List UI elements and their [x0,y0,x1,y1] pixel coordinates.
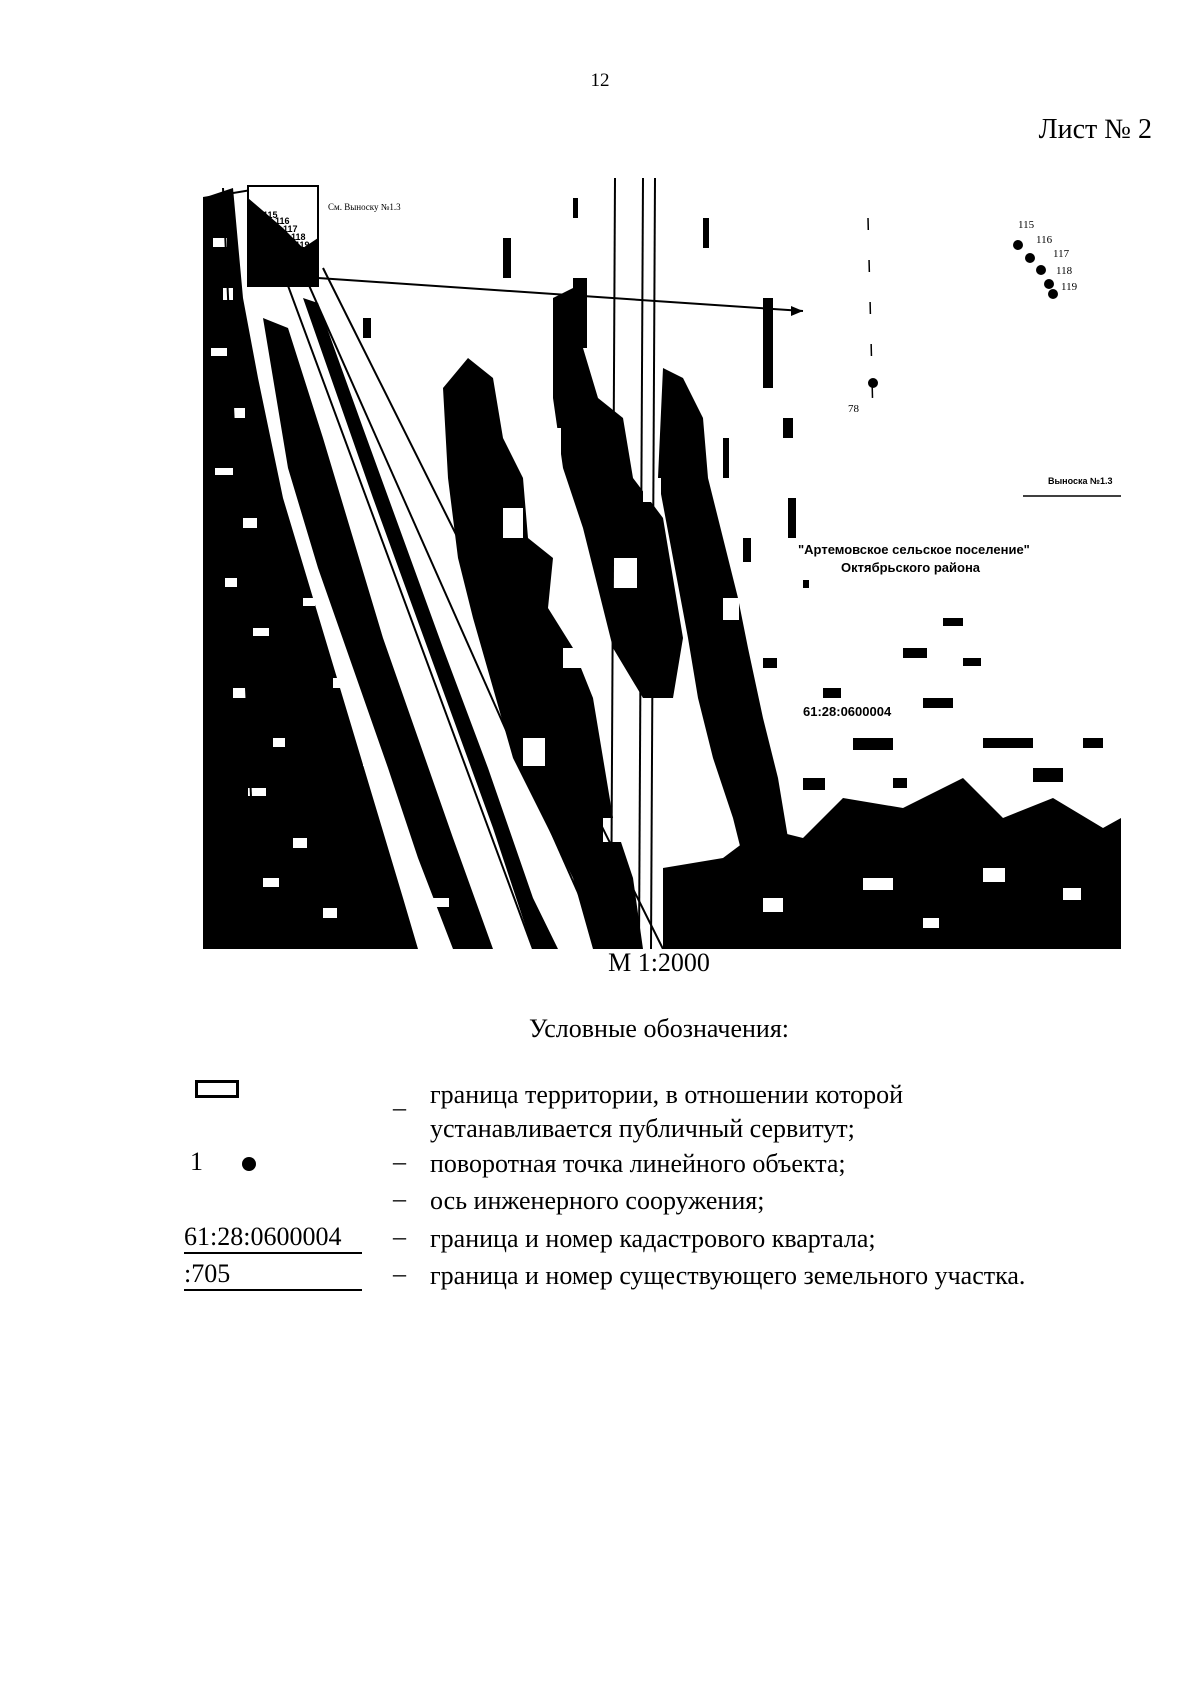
legend-dash: – [393,1184,406,1213]
point-78-label: 78 [848,403,859,415]
legend-text: устанавливается публичный сервитут; [430,1114,855,1143]
point-dot-symbol [242,1157,256,1171]
point-number-symbol: 1 [190,1147,203,1176]
legend-title: Условные обозначения: [528,1014,790,1043]
legend-dash: – [393,1147,406,1176]
legend-dash: – [393,1259,406,1288]
point-label: 119 [1061,281,1078,293]
point-label: 115 [1018,219,1035,231]
legend-dash: – [393,1222,406,1251]
point-label: 116 [275,216,290,226]
legend-dash: _ [393,1084,406,1113]
cadastral-quarter-symbol: 61:28:0600004 [184,1222,362,1254]
land-plot-symbol: :705 [184,1259,362,1291]
arrow-head [791,306,803,316]
point-78-dot [868,378,878,388]
settlement-name-line2: Октябрьского района [841,560,981,575]
point-label: 119 [295,240,310,250]
settlement-name-line1: "Артемовское сельское поселение" [798,542,1030,557]
point-label: 116 [1036,234,1053,246]
map-image [203,178,1121,949]
legend-text: граница и номер существующего земельного участка. [430,1261,1026,1290]
map [203,178,1121,949]
sheet-number: Лист № 2 [1038,114,1152,145]
boundary-rect-symbol [195,1080,239,1098]
point-label: 115 [263,210,278,220]
map-scale: М 1:2000 [608,948,710,977]
point-label: 118 [1056,265,1073,277]
legend-text: поворотная точка линейного объекта; [430,1149,846,1178]
callout-caption: Выноска №1.3 [1048,476,1113,486]
page-number: 12 [590,70,610,91]
point-label: 117 [1053,248,1070,260]
legend-text: ось инженерного сооружения; [430,1186,765,1215]
legend-text: граница и номер кадастрового квартала; [430,1224,876,1253]
legend-text: граница территории, в отношении которой [430,1080,904,1109]
point-label: 117 [283,224,298,234]
point-label: 118 [291,232,306,242]
inset-link-label: См. Выноску №1.3 [328,202,401,212]
cadastral-quarter-label: 61:28:0600004 [803,704,892,719]
